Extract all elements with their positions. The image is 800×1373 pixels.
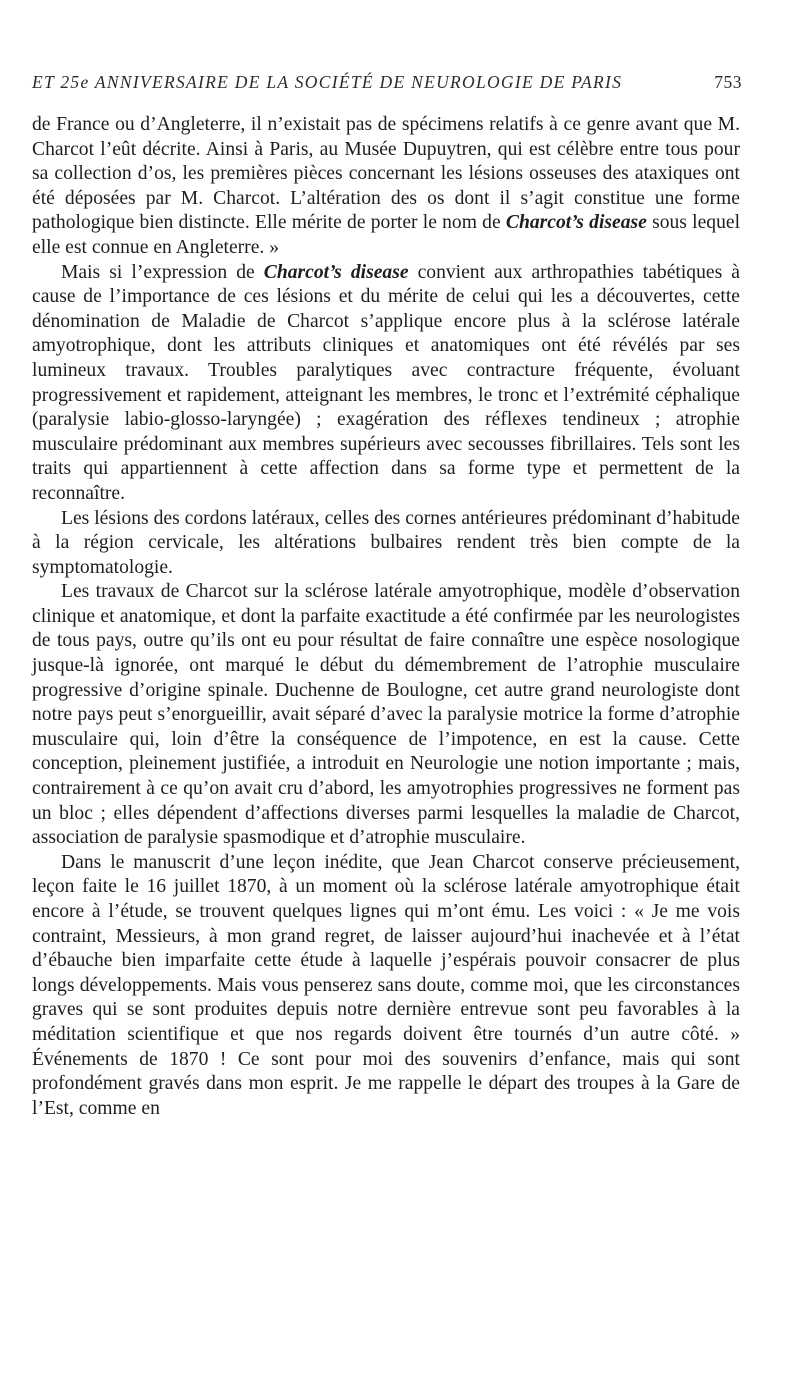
body-text	[32, 113, 740, 1121]
paragraph-2-text-a: Mais si l’expression de	[61, 261, 264, 283]
paragraph-4: Les travaux de Charcot sur la sclérose latérale amyotrophique, modèle d’observation clinique et anatomique, et dont la parfaite exactitude a été confirmée par les neurologistes de tous pays, outre qu’ils ont eu pour résultat de faire connaître une espèce nosologique jusque-là ignorée, ont marqué le début du démembrement de l’atrophie musculaire progressive d’origine spinale. Duchenne de Boulogne, cet autre grand neurologiste dont notre pays peut s’enorgueillir, avait séparé d’avec la paralysie motrice la forme d’atrophie musculaire qui, loin d’être la conséquence de l’impotence, en est la cause. Cette conception, pleinement justifiée, a introduit en Neurologie une notion importante ; mais, contrairement à ce qu’on avait cru d’abord, les amyotrophies progressives ne forment pas un bloc ; elles dépendent d’affections diverses parmi lesquelles la maladie de Charcot, association de paralysie spasmodique et d’atrophie musculaire.	[32, 581, 740, 849]
paragraph-5: Dans le manuscrit d’une leçon inédite, que Jean Charcot conserve précieusement, leçon faite le 16 juillet 1870, à un moment où la sclérose latérale amyotrophique était encore à l’étude, se trouvent quelques lignes qui m’ont ému. Les voici : « Je me vois contraint, Messieurs, à mon grand regret, de laisser aujourd’hui inachevée et à l’état d’ébauche bien imparfaite cette étude à laquelle j’espérais pouvoir consacrer de plus longs développements. Mais vous penserez sans doute, comme moi, que les circonstances graves qui se sont produites depuis notre dernière entrevue sont peu favorables à la méditation scientifique et que nos regards doivent être tournés d’un autre côté. » Événements de 1870 ! Ce sont pour moi des souvenirs d’enfance, mais qui sont profondément gravés dans mon esprit. Je me rappelle le départ des troupes à la Gare de l’Est, comme en	[32, 851, 740, 1119]
paragraph-2-text-b: convient aux arthropathies tabétiques à cause de l’importance de ces lésions et du mérite de celui qui les a découvertes, cette dénomination de Maladie de Charcot s’applique encore plus à la sclérose latérale amyotrophique, dont les attributs cliniques et anatomiques ont été révélés par ses lumineux travaux. Troubles paralytiques avec contracture fréquente, évoluant progressivement et rapidement, atteignant les membres, le tronc et l’extrémité céphalique (paralysie labio-glosso-laryngée) ; exagération des réflexes tendineux ; atrophie musculaire prédominant aux membres supérieurs avec secousses fibrillaires. Tels sont les traits qui appartiennent à cette affection dans sa forme type et permettent de la reconnaître.	[32, 261, 740, 504]
running-header	[32, 72, 742, 94]
running-header-title: ET 25e ANNIVERSAIRE DE LA SOCIÉTÉ DE NEUROLOGIE DE PARIS	[32, 72, 623, 92]
paragraph-1	[32, 113, 740, 261]
charcots-disease-term: Charcot’s disease	[505, 212, 647, 234]
paragraph-3: Les lésions des cordons latéraux, celles des cornes antérieures prédominant d’habitude à la région cervicale, les altérations bulbaires rendent très bien compte de la symptomatologie.	[32, 507, 740, 578]
paragraph-1-text-b: sous lequel elle est connue en Angleterre. »	[32, 212, 741, 258]
paragraph-1-text-a: de France ou d’Angleterre, il n’existait pas de spécimens relatifs à ce genre avant que M. Charcot l’eût décrite. Ainsi à Paris, au Musée Dupuytren, qui est célèbre entre tous pour sa collection d’os, les premières pièces concernant les lésions osseuses des ataxiques ont été déposées par M. Charcot. L’altération des os dont il s’agit constitue une forme pathologique bien distincte. Elle mérite de porter le nom de	[32, 114, 740, 234]
page-number: 753	[714, 72, 742, 92]
charcots-disease-term: Charcot’s disease	[263, 261, 409, 283]
paragraph-2	[32, 261, 740, 507]
